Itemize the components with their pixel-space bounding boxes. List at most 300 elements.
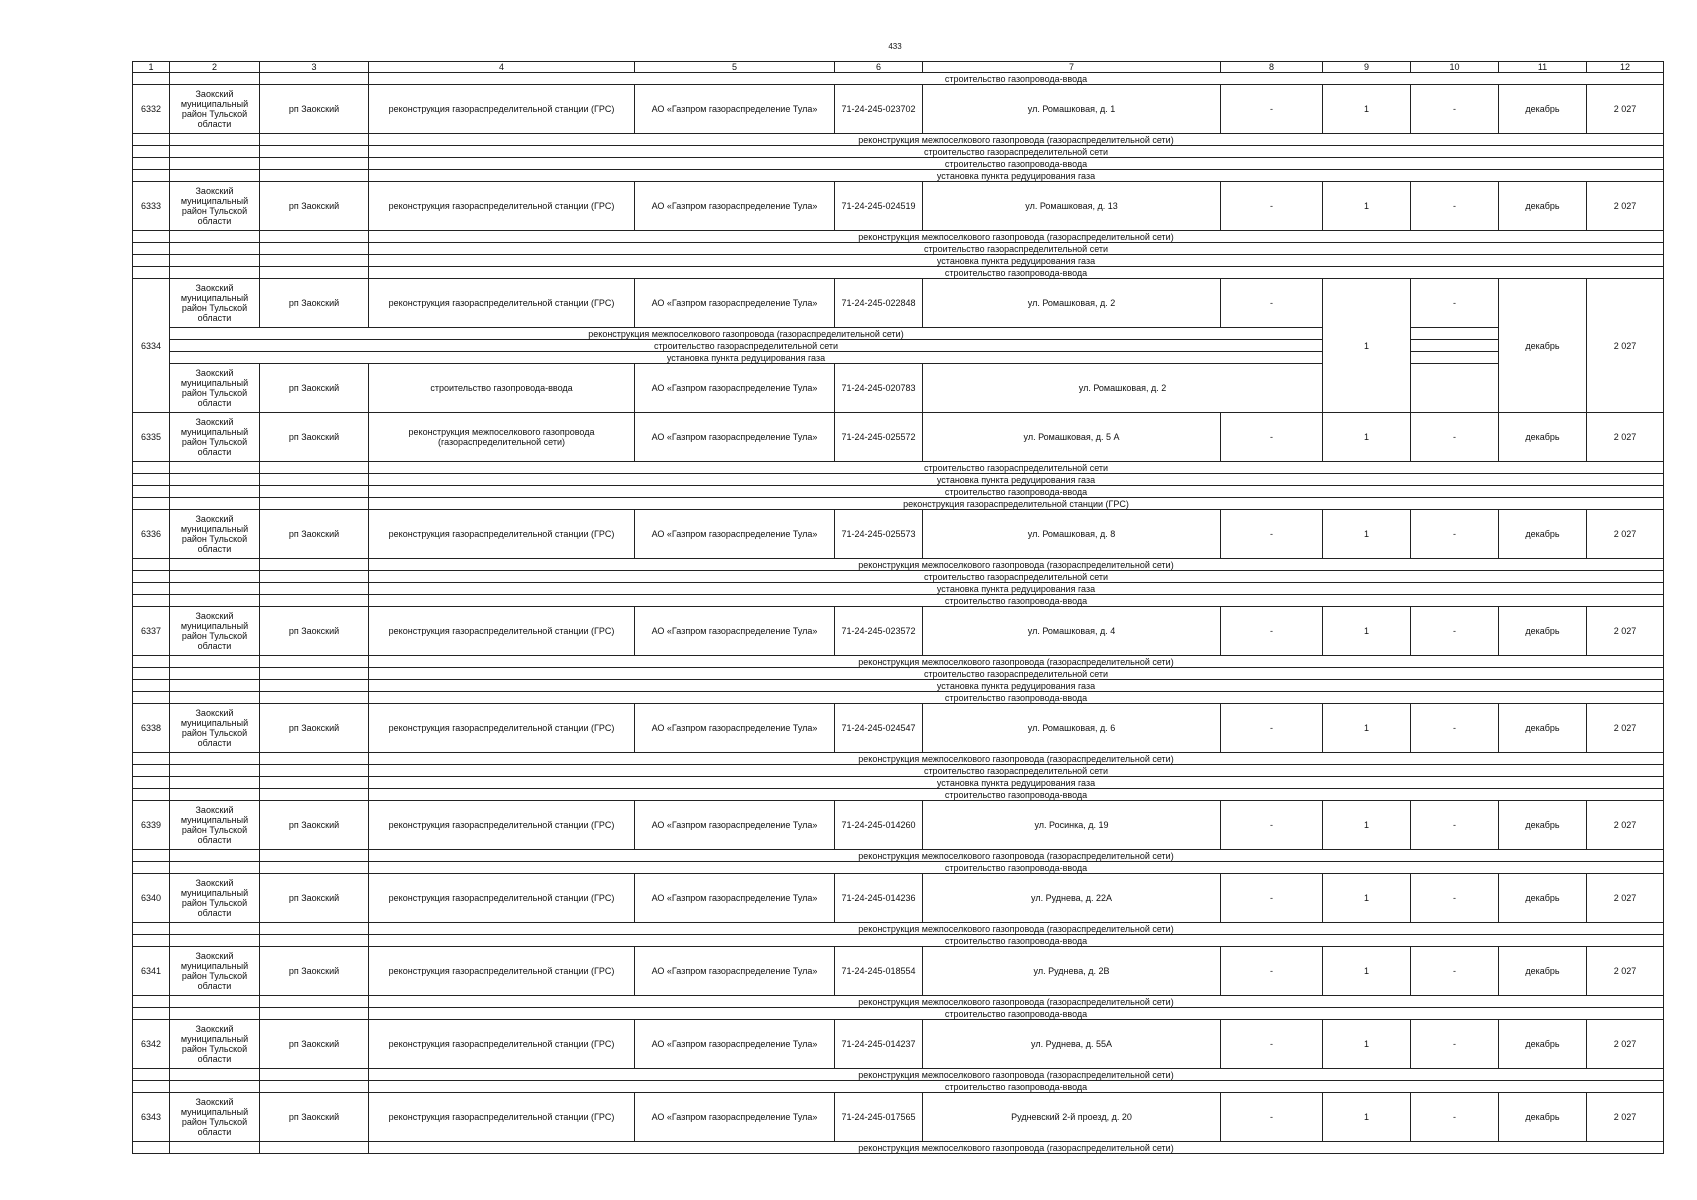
subwork-text: строительство газопровода-ввода <box>369 935 1664 947</box>
empty-cell <box>260 680 369 692</box>
subwork-row <box>133 170 1664 182</box>
empty-cell <box>170 146 260 158</box>
subwork-text: строительство газораспределительной сети <box>369 146 1664 158</box>
empty-cell <box>133 996 170 1008</box>
district-cell: Заокский муниципальный район Тульской области <box>170 510 260 559</box>
table-row <box>133 364 1664 413</box>
empty-cell <box>133 595 170 607</box>
year-cell: 2 027 <box>1587 1093 1664 1142</box>
code-cell: 71-24-245-017565 <box>835 1093 923 1142</box>
empty-cell <box>260 1008 369 1020</box>
subwork-text: установка пункта редуцирования газа <box>369 680 1664 692</box>
subwork-text: строительство газопровода-ввода <box>369 73 1664 85</box>
col10-cell: - <box>1411 85 1499 134</box>
address-cell: ул. Ромашковая, д. 13 <box>923 182 1221 231</box>
code-cell: 71-24-245-018554 <box>835 947 923 996</box>
empty-cell <box>133 243 170 255</box>
year-cell: 2 027 <box>1587 182 1664 231</box>
subwork-text: строительство газопровода-ввода <box>369 158 1664 170</box>
subwork-row <box>133 996 1664 1008</box>
empty-cell <box>170 668 260 680</box>
code-cell: 71-24-245-014236 <box>835 874 923 923</box>
table-row <box>133 279 1664 328</box>
table-row <box>133 874 1664 923</box>
subwork-row <box>133 231 1664 243</box>
work-type-cell: реконструкция газораспределительной станции (ГРС) <box>369 182 635 231</box>
empty-cell <box>260 692 369 704</box>
subwork-row <box>133 243 1664 255</box>
subwork-row <box>133 340 1664 352</box>
col9-cell: 1 <box>1323 510 1411 559</box>
empty-cell <box>170 158 260 170</box>
empty-cell <box>260 777 369 789</box>
subwork-row <box>133 862 1664 874</box>
work-type-cell: реконструкция газораспределительной станции (ГРС) <box>369 607 635 656</box>
month-cell: декабрь <box>1499 704 1587 753</box>
settlement-cell: рп Заокский <box>260 182 369 231</box>
empty-cell <box>133 656 170 668</box>
month-cell: декабрь <box>1499 1020 1587 1069</box>
col9-cell: 1 <box>1323 801 1411 850</box>
month-cell: декабрь <box>1499 182 1587 231</box>
empty-cell <box>133 474 170 486</box>
col9-cell: 1 <box>1323 1093 1411 1142</box>
subwork-row <box>133 692 1664 704</box>
year-cell: 2 027 <box>1587 85 1664 134</box>
empty-cell <box>133 134 170 146</box>
address-cell: ул. Ромашковая, д. 2 <box>923 364 1323 413</box>
empty-cell <box>170 850 260 862</box>
settlement-cell: рп Заокский <box>260 279 369 328</box>
empty-cell <box>170 692 260 704</box>
col9-cell: 1 <box>1323 874 1411 923</box>
empty-cell <box>260 486 369 498</box>
empty-cell <box>133 1008 170 1020</box>
subwork-row <box>133 158 1664 170</box>
work-type-cell: реконструкция газораспределительной станции (ГРС) <box>369 85 635 134</box>
address-cell: ул. Ромашковая, д. 2 <box>923 279 1221 328</box>
district-cell: Заокский муниципальный район Тульской области <box>170 182 260 231</box>
col10-cell: - <box>1411 182 1499 231</box>
entry-number: 6333 <box>133 182 170 231</box>
settlement-cell: рп Заокский <box>260 413 369 462</box>
subwork-text: строительство газопровода-ввода <box>369 1008 1664 1020</box>
header-row <box>133 62 1664 73</box>
subwork-row <box>133 462 1664 474</box>
subwork-row <box>133 680 1664 692</box>
subwork-row <box>133 1008 1664 1020</box>
table-row <box>133 947 1664 996</box>
col9-cell: 1 <box>1323 704 1411 753</box>
col8-cell: - <box>1221 182 1323 231</box>
entry-number: 6334 <box>133 279 170 413</box>
empty-cell <box>133 583 170 595</box>
empty-cell <box>260 255 369 267</box>
table-row <box>133 85 1664 134</box>
year-cell: 2 027 <box>1587 947 1664 996</box>
month-cell: декабрь <box>1499 85 1587 134</box>
subwork-text: строительство газопровода-ввода <box>369 862 1664 874</box>
subwork-row <box>133 777 1664 789</box>
empty-cell <box>260 170 369 182</box>
empty-cell <box>170 996 260 1008</box>
empty-cell <box>170 680 260 692</box>
code-cell: 71-24-245-022848 <box>835 279 923 328</box>
empty-cell <box>260 1081 369 1093</box>
subwork-row <box>133 134 1664 146</box>
address-cell: ул. Росинка, д. 19 <box>923 801 1221 850</box>
settlement-cell: рп Заокский <box>260 607 369 656</box>
entry-number: 6335 <box>133 413 170 462</box>
code-cell: 71-24-245-014237 <box>835 1020 923 1069</box>
month-cell: декабрь <box>1499 801 1587 850</box>
subwork-text: строительство газораспределительной сети <box>369 243 1664 255</box>
empty-cell <box>260 595 369 607</box>
col-header: 8 <box>1221 62 1323 73</box>
empty-cell <box>260 1069 369 1081</box>
district-cell: Заокский муниципальный район Тульской области <box>170 279 260 328</box>
empty-cell <box>260 862 369 874</box>
col8-cell: - <box>1221 704 1323 753</box>
entry-number: 6338 <box>133 704 170 753</box>
col8-cell: - <box>1221 413 1323 462</box>
operator-cell: АО «Газпром газораспределение Тула» <box>635 182 835 231</box>
col8-cell: - <box>1221 1020 1323 1069</box>
empty-cell <box>133 559 170 571</box>
operator-cell: АО «Газпром газораспределение Тула» <box>635 364 835 413</box>
table-row <box>133 704 1664 753</box>
settlement-cell: рп Заокский <box>260 510 369 559</box>
month-cell: декабрь <box>1499 947 1587 996</box>
empty-cell <box>133 267 170 279</box>
empty-cell <box>1411 352 1499 364</box>
entry-number: 6341 <box>133 947 170 996</box>
year-cell: 2 027 <box>1587 704 1664 753</box>
empty-cell <box>170 486 260 498</box>
table-row <box>133 801 1664 850</box>
empty-cell <box>170 777 260 789</box>
col10-cell: - <box>1411 413 1499 462</box>
empty-cell <box>133 170 170 182</box>
col8-cell: - <box>1221 510 1323 559</box>
entry-number: 6340 <box>133 874 170 923</box>
empty-cell <box>170 935 260 947</box>
empty-cell <box>133 486 170 498</box>
work-type-cell: реконструкция газораспределительной станции (ГРС) <box>369 704 635 753</box>
table-row <box>133 413 1664 462</box>
subwork-row <box>133 255 1664 267</box>
work-type-cell: строительство газопровода-ввода <box>369 364 635 413</box>
empty-cell <box>260 498 369 510</box>
subwork-row <box>133 850 1664 862</box>
table-row <box>133 510 1664 559</box>
subwork-text: строительство газораспределительной сети <box>369 462 1664 474</box>
col-header: 12 <box>1587 62 1664 73</box>
col9-cell: 1 <box>1323 1020 1411 1069</box>
table-row <box>133 1020 1664 1069</box>
district-cell: Заокский муниципальный район Тульской области <box>170 85 260 134</box>
empty-cell <box>133 255 170 267</box>
subwork-text: реконструкция газораспределительной станции (ГРС) <box>369 498 1664 510</box>
month-cell: декабрь <box>1499 413 1587 462</box>
empty-cell <box>170 134 260 146</box>
page-number: 433 <box>888 42 902 51</box>
subwork-text: строительство газораспределительной сети <box>369 571 1664 583</box>
empty-cell <box>260 571 369 583</box>
subwork-row <box>133 583 1664 595</box>
district-cell: Заокский муниципальный район Тульской области <box>170 607 260 656</box>
subwork-row <box>133 352 1664 364</box>
code-cell: 71-24-245-025573 <box>835 510 923 559</box>
empty-cell <box>170 571 260 583</box>
subwork-row <box>133 73 1664 85</box>
col10-cell: - <box>1411 510 1499 559</box>
district-cell: Заокский муниципальный район Тульской области <box>170 413 260 462</box>
empty-cell <box>133 1081 170 1093</box>
subwork-text: строительство газораспределительной сети <box>369 765 1664 777</box>
address-cell: ул. Ромашковая, д. 6 <box>923 704 1221 753</box>
settlement-cell: рп Заокский <box>260 947 369 996</box>
settlement-cell: рп Заокский <box>260 364 369 413</box>
col9-cell: 1 <box>1323 607 1411 656</box>
empty-cell <box>133 498 170 510</box>
code-cell: 71-24-245-020783 <box>835 364 923 413</box>
empty-cell <box>170 255 260 267</box>
subwork-row <box>133 923 1664 935</box>
empty-cell <box>170 862 260 874</box>
col9-cell: 1 <box>1323 947 1411 996</box>
settlement-cell: рп Заокский <box>260 874 369 923</box>
col-header: 10 <box>1411 62 1499 73</box>
subwork-text: реконструкция межпоселкового газопровода (газораспределительной сети) <box>369 850 1664 862</box>
empty-cell <box>170 583 260 595</box>
empty-cell <box>260 850 369 862</box>
subwork-text: строительство газораспределительной сети <box>369 668 1664 680</box>
empty-cell <box>133 789 170 801</box>
address-cell: ул. Руднева, д. 2В <box>923 947 1221 996</box>
empty-cell <box>133 1142 170 1154</box>
subwork-row <box>133 765 1664 777</box>
empty-cell <box>170 170 260 182</box>
table-row <box>133 1093 1664 1142</box>
empty-cell <box>260 134 369 146</box>
month-cell: декабрь <box>1499 874 1587 923</box>
subwork-row <box>133 267 1664 279</box>
code-cell: 71-24-245-023702 <box>835 85 923 134</box>
col9-cell: 1 <box>1323 85 1411 134</box>
code-cell: 71-24-245-014260 <box>835 801 923 850</box>
empty-cell <box>133 850 170 862</box>
empty-cell <box>260 656 369 668</box>
subwork-row <box>133 1081 1664 1093</box>
subwork-text: установка пункта редуцирования газа <box>369 474 1664 486</box>
month-cell: декабрь <box>1499 279 1587 413</box>
code-cell: 71-24-245-025572 <box>835 413 923 462</box>
subwork-row <box>133 1142 1664 1154</box>
empty-cell <box>260 462 369 474</box>
subwork-text: строительство газопровода-ввода <box>369 595 1664 607</box>
subwork-row <box>133 668 1664 680</box>
operator-cell: АО «Газпром газораспределение Тула» <box>635 947 835 996</box>
year-cell: 2 027 <box>1587 413 1664 462</box>
operator-cell: АО «Газпром газораспределение Тула» <box>635 413 835 462</box>
empty-cell <box>133 923 170 935</box>
empty-cell <box>170 1069 260 1081</box>
operator-cell: АО «Газпром газораспределение Тула» <box>635 279 835 328</box>
entry-number: 6343 <box>133 1093 170 1142</box>
empty-cell <box>170 243 260 255</box>
subwork-text: установка пункта редуцирования газа <box>369 170 1664 182</box>
address-cell: ул. Ромашковая, д. 8 <box>923 510 1221 559</box>
empty-cell <box>133 146 170 158</box>
col8-cell: - <box>1221 947 1323 996</box>
operator-cell: АО «Газпром газораспределение Тула» <box>635 510 835 559</box>
empty-cell <box>1411 364 1499 413</box>
subwork-row <box>133 559 1664 571</box>
empty-cell <box>260 935 369 947</box>
year-cell: 2 027 <box>1587 801 1664 850</box>
empty-cell <box>260 583 369 595</box>
entry-number: 6342 <box>133 1020 170 1069</box>
empty-cell <box>133 862 170 874</box>
empty-cell <box>260 668 369 680</box>
empty-cell <box>260 789 369 801</box>
subwork-text: реконструкция межпоселкового газопровода (газораспределительной сети) <box>369 134 1664 146</box>
subwork-text: реконструкция межпоселкового газопровода (газораспределительной сети) <box>170 328 1323 340</box>
subwork-text: строительство газопровода-ввода <box>369 267 1664 279</box>
subwork-text: установка пункта редуцирования газа <box>170 352 1323 364</box>
district-cell: Заокский муниципальный район Тульской области <box>170 1093 260 1142</box>
empty-cell <box>1411 328 1499 340</box>
settlement-cell: рп Заокский <box>260 85 369 134</box>
register-table <box>132 61 1664 1154</box>
col8-cell: - <box>1221 801 1323 850</box>
col9-cell: 1 <box>1323 279 1411 413</box>
subwork-row <box>133 571 1664 583</box>
empty-cell <box>260 146 369 158</box>
col10-cell: - <box>1411 704 1499 753</box>
district-cell: Заокский муниципальный район Тульской области <box>170 947 260 996</box>
empty-cell <box>133 765 170 777</box>
code-cell: 71-24-245-023572 <box>835 607 923 656</box>
col10-cell: - <box>1411 874 1499 923</box>
col-header: 5 <box>635 62 835 73</box>
year-cell: 2 027 <box>1587 1020 1664 1069</box>
entry-number: 6336 <box>133 510 170 559</box>
district-cell: Заокский муниципальный район Тульской области <box>170 874 260 923</box>
subwork-row <box>133 328 1664 340</box>
work-type-cell: реконструкция газораспределительной станции (ГРС) <box>369 1093 635 1142</box>
empty-cell <box>170 474 260 486</box>
subwork-row <box>133 1069 1664 1081</box>
subwork-text: установка пункта редуцирования газа <box>369 777 1664 789</box>
entry-number: 6339 <box>133 801 170 850</box>
empty-cell <box>133 571 170 583</box>
col9-cell: 1 <box>1323 182 1411 231</box>
col-header: 7 <box>923 62 1221 73</box>
col10-cell: - <box>1411 1020 1499 1069</box>
empty-cell <box>170 656 260 668</box>
empty-cell <box>133 462 170 474</box>
empty-cell <box>133 231 170 243</box>
col-header: 9 <box>1323 62 1411 73</box>
address-cell: ул. Ромашковая, д. 4 <box>923 607 1221 656</box>
subwork-row <box>133 498 1664 510</box>
col10-cell: - <box>1411 947 1499 996</box>
subwork-row <box>133 656 1664 668</box>
subwork-text: реконструкция межпоселкового газопровода (газораспределительной сети) <box>369 923 1664 935</box>
subwork-text: строительство газопровода-ввода <box>369 486 1664 498</box>
empty-cell <box>133 692 170 704</box>
col-header: 11 <box>1499 62 1587 73</box>
table-row <box>133 182 1664 231</box>
subwork-text: строительство газопровода-ввода <box>369 692 1664 704</box>
subwork-row <box>133 789 1664 801</box>
empty-cell <box>1411 340 1499 352</box>
subwork-text: установка пункта редуцирования газа <box>369 583 1664 595</box>
empty-cell <box>170 231 260 243</box>
district-cell: Заокский муниципальный район Тульской области <box>170 801 260 850</box>
address-cell: ул. Ромашковая, д. 5 А <box>923 413 1221 462</box>
year-cell: 2 027 <box>1587 510 1664 559</box>
empty-cell <box>260 158 369 170</box>
col-header: 4 <box>369 62 635 73</box>
operator-cell: АО «Газпром газораспределение Тула» <box>635 1093 835 1142</box>
subwork-text: строительство газопровода-ввода <box>369 1081 1664 1093</box>
subwork-text: установка пункта редуцирования газа <box>369 255 1664 267</box>
subwork-text: реконструкция межпоселкового газопровода (газораспределительной сети) <box>369 1069 1664 1081</box>
settlement-cell: рп Заокский <box>260 1093 369 1142</box>
subwork-text: реконструкция межпоселкового газопровода (газораспределительной сети) <box>369 559 1664 571</box>
subwork-text: реконструкция межпоселкового газопровода (газораспределительной сети) <box>369 231 1664 243</box>
settlement-cell: рп Заокский <box>260 1020 369 1069</box>
empty-cell <box>260 996 369 1008</box>
subwork-row <box>133 935 1664 947</box>
address-cell: ул. Руднева, д. 22А <box>923 874 1221 923</box>
work-type-cell: реконструкция газораспределительной станции (ГРС) <box>369 874 635 923</box>
empty-cell <box>260 559 369 571</box>
settlement-cell: рп Заокский <box>260 801 369 850</box>
empty-cell <box>170 595 260 607</box>
entry-number: 6337 <box>133 607 170 656</box>
work-type-cell: реконструкция межпоселкового газопровода (газораспределительной сети) <box>369 413 635 462</box>
col9-cell: 1 <box>1323 413 1411 462</box>
subwork-text: реконструкция межпоселкового газопровода (газораспределительной сети) <box>369 656 1664 668</box>
subwork-row <box>133 146 1664 158</box>
empty-cell <box>260 243 369 255</box>
empty-cell <box>170 267 260 279</box>
year-cell: 2 027 <box>1587 874 1664 923</box>
empty-cell <box>133 680 170 692</box>
empty-cell <box>170 923 260 935</box>
operator-cell: АО «Газпром газораспределение Тула» <box>635 874 835 923</box>
work-type-cell: реконструкция газораспределительной станции (ГРС) <box>369 947 635 996</box>
empty-cell <box>133 668 170 680</box>
month-cell: декабрь <box>1499 1093 1587 1142</box>
address-cell: Рудневский 2-й проезд, д. 20 <box>923 1093 1221 1142</box>
settlement-cell: рп Заокский <box>260 704 369 753</box>
district-cell: Заокский муниципальный район Тульской области <box>170 704 260 753</box>
empty-cell <box>133 1069 170 1081</box>
work-type-cell: реконструкция газораспределительной станции (ГРС) <box>369 279 635 328</box>
empty-cell <box>170 462 260 474</box>
operator-cell: АО «Газпром газораспределение Тула» <box>635 1020 835 1069</box>
empty-cell <box>133 158 170 170</box>
district-cell: Заокский муниципальный район Тульской области <box>170 1020 260 1069</box>
code-cell: 71-24-245-024547 <box>835 704 923 753</box>
empty-cell <box>170 765 260 777</box>
work-type-cell: реконструкция газораспределительной станции (ГРС) <box>369 801 635 850</box>
